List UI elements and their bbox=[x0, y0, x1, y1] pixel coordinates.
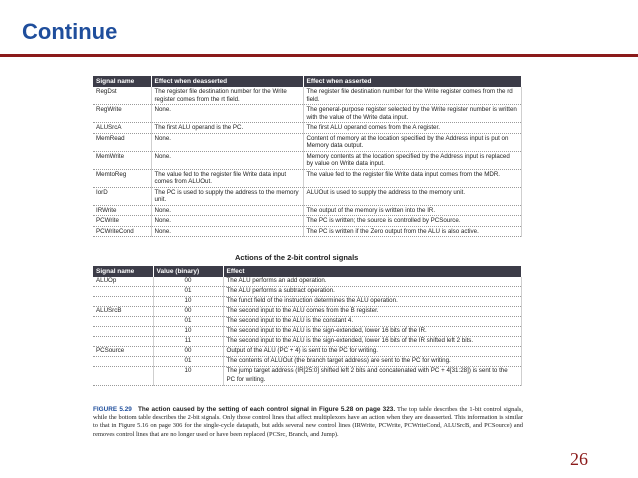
table-cell: The first ALU operand is the PC. bbox=[151, 123, 303, 134]
table-cell: 00 bbox=[153, 307, 223, 317]
table-cell: RegDst bbox=[93, 87, 151, 105]
table-cell: The funct field of the instruction determines the ALU operation. bbox=[223, 297, 521, 307]
table-cell: The register file destination number for the Write register comes from the rd field. bbox=[303, 87, 521, 105]
table-cell: The ALU performs an add operation. bbox=[223, 277, 521, 287]
table-row bbox=[93, 337, 521, 347]
table-cell: MemtoReg bbox=[93, 169, 151, 187]
table-cell: The register file destination number for the Write register comes from the rt field. bbox=[151, 87, 303, 105]
table-row bbox=[93, 105, 521, 123]
figure-text: The top table describes the 1-bit control signals, while the bottom table describes the 2-bit signals. Only those control lines that affect multiplexors have an action when they are deasserted. This information is similar to that in Figure 5.16 on page 306 for the single-cycle datapath, but adds several new control lines (IRWrite, PCWrite, PCWriteCond, ALUSrcB, and PCSource) and removes control lines that are no longer used or have been replaced (PCSrc, Branch, and Jump). bbox=[93, 406, 524, 438]
table-cell: None. bbox=[151, 151, 303, 169]
table-cell bbox=[93, 327, 153, 337]
table-row bbox=[93, 317, 521, 327]
table-cell: PCWrite bbox=[93, 216, 151, 227]
table-row bbox=[93, 205, 521, 216]
table-cell: The jump target address (IR[25:0] shifted left 2 bits and concatenated with PC + 4[31:28]) is sent to the PC for writing. bbox=[223, 367, 521, 386]
title-divider bbox=[0, 54, 638, 57]
figure-caption bbox=[93, 406, 523, 439]
slide-title: Continue bbox=[22, 19, 118, 44]
table-cell: The output of the memory is written into the IR. bbox=[303, 205, 521, 216]
table-cell: 10 bbox=[153, 297, 223, 307]
table-cell bbox=[93, 297, 153, 307]
table-cell: 01 bbox=[153, 287, 223, 297]
table-row bbox=[93, 327, 521, 337]
page-number: 26 bbox=[570, 449, 588, 469]
table-cell: PCWriteCond bbox=[93, 226, 151, 237]
figure-heading: The action caused by the setting of each control signal in Figure 5.28 on page 323. bbox=[137, 406, 396, 413]
table-cell bbox=[93, 287, 153, 297]
table-row bbox=[93, 133, 521, 151]
table-cell: IorD bbox=[93, 187, 151, 205]
table-cell: Output of the ALU (PC + 4) is sent to the PC for writing. bbox=[223, 347, 521, 357]
table-cell: 10 bbox=[153, 327, 223, 337]
table-cell: None. bbox=[151, 105, 303, 123]
table-header-row bbox=[93, 76, 521, 87]
table-cell: The second input to the ALU comes from the B register. bbox=[223, 307, 521, 317]
table-cell bbox=[93, 367, 153, 386]
table-cell: ALUOut is used to supply the address to the memory unit. bbox=[303, 187, 521, 205]
table-header-row bbox=[93, 266, 521, 277]
column-header: Effect when asserted bbox=[303, 76, 521, 87]
table-row bbox=[93, 169, 521, 187]
table-cell: ALUSrcA bbox=[93, 123, 151, 134]
table-cell: ALUOp bbox=[93, 277, 153, 287]
table2-caption: Actions of the 2-bit control signals bbox=[235, 253, 359, 262]
table-cell: The value fed to the register file Write data input comes from the MDR. bbox=[303, 169, 521, 187]
column-header: Value (binary) bbox=[153, 266, 223, 277]
table-cell: PCSource bbox=[93, 347, 153, 357]
table-cell: The PC is written if the Zero output from the ALU is also active. bbox=[303, 226, 521, 237]
table-row bbox=[93, 277, 521, 287]
table-cell: MemWrite bbox=[93, 151, 151, 169]
column-header: Effect when deasserted bbox=[151, 76, 303, 87]
table-cell: The PC is written; the source is controlled by PCSource. bbox=[303, 216, 521, 227]
table-row bbox=[93, 87, 521, 105]
table-cell: None. bbox=[151, 133, 303, 151]
table-cell: IRWrite bbox=[93, 205, 151, 216]
table-cell: The value fed to the register file Write data input comes from ALUOut. bbox=[151, 169, 303, 187]
table-row bbox=[93, 297, 521, 307]
table-cell: 11 bbox=[153, 337, 223, 347]
table-cell: 01 bbox=[153, 317, 223, 327]
table-cell: MemRead bbox=[93, 133, 151, 151]
table-cell: The second input to the ALU is the constant 4. bbox=[223, 317, 521, 327]
table-cell: The general-purpose register selected by the Write register number is written with the value of the Write data input. bbox=[303, 105, 521, 123]
table-cell: The PC is used to supply the address to the memory unit. bbox=[151, 187, 303, 205]
table-row bbox=[93, 287, 521, 297]
table-row bbox=[93, 187, 521, 205]
table-cell: 01 bbox=[153, 357, 223, 367]
table-cell bbox=[93, 317, 153, 327]
table-cell: The ALU performs a subtract operation. bbox=[223, 287, 521, 297]
table-row bbox=[93, 347, 521, 357]
column-header: Signal name bbox=[93, 76, 151, 87]
table-cell: 10 bbox=[153, 367, 223, 386]
table-cell bbox=[93, 337, 153, 347]
table-cell: The first ALU operand comes from the A register. bbox=[303, 123, 521, 134]
table-cell: RegWrite bbox=[93, 105, 151, 123]
table-cell: Content of memory at the location specified by the Address input is put on Memory data output. bbox=[303, 133, 521, 151]
table-cell: ALUSrcB bbox=[93, 307, 153, 317]
table-row bbox=[93, 151, 521, 169]
table-cell: 00 bbox=[153, 347, 223, 357]
column-header: Effect bbox=[223, 266, 521, 277]
table-cell: None. bbox=[151, 216, 303, 227]
table-cell: Memory contents at the location specified by the Address input is replaced by value on Write data input. bbox=[303, 151, 521, 169]
table-cell: None. bbox=[151, 226, 303, 237]
table-row bbox=[93, 123, 521, 134]
table-row bbox=[93, 307, 521, 317]
table-row bbox=[93, 357, 521, 367]
table-row bbox=[93, 226, 521, 237]
table-row bbox=[93, 216, 521, 227]
column-header: Signal name bbox=[93, 266, 153, 277]
figure-number: FIGURE 5.29 bbox=[93, 406, 132, 413]
control-signals-1bit-table bbox=[93, 76, 522, 237]
table-cell: The second input to the ALU is the sign-extended, lower 16 bits of the IR. bbox=[223, 327, 521, 337]
table-cell: 00 bbox=[153, 277, 223, 287]
table-cell bbox=[93, 357, 153, 367]
table-cell: None. bbox=[151, 205, 303, 216]
table-cell: The second input to the ALU is the sign-extended, lower 16 bits of the IR shifted left 2 bits. bbox=[223, 337, 521, 347]
control-signals-2bit-table bbox=[93, 266, 522, 386]
table-cell: The contents of ALUOut (the branch target address) are sent to the PC for writing. bbox=[223, 357, 521, 367]
table-row bbox=[93, 367, 521, 386]
